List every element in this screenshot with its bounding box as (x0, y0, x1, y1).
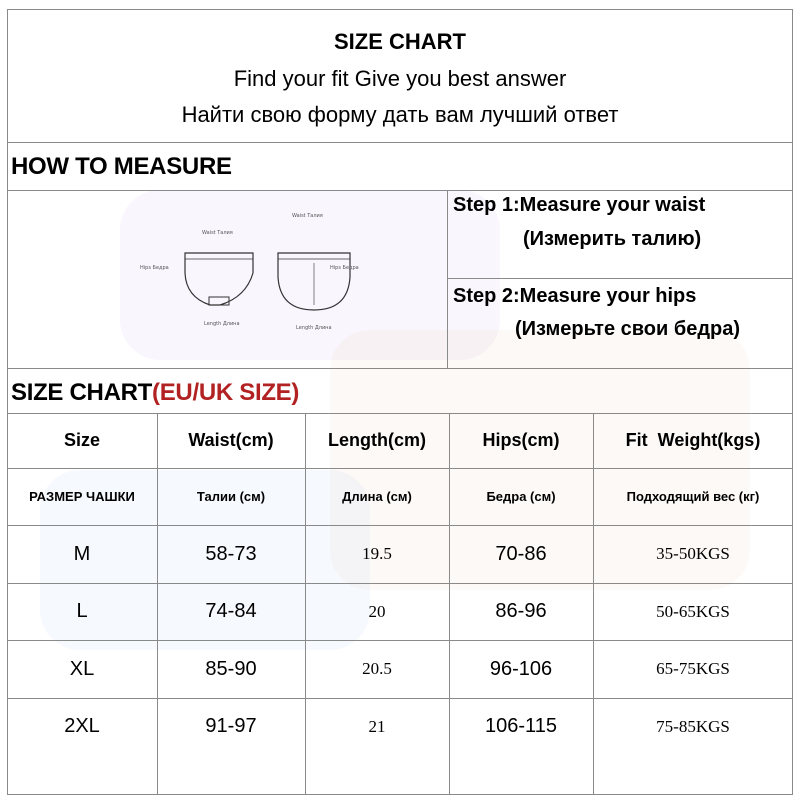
step-1-russian: (Измерить талию) (523, 228, 702, 250)
length-label-front: Length Длина (204, 321, 240, 327)
subtitle-russian: Найти свою форму дать вам лучший ответ (181, 102, 619, 127)
length-cell: 20 (368, 601, 386, 621)
weight-cell: 35-50KGS (656, 544, 730, 563)
hips-label-front: Hips Бедра (140, 265, 169, 271)
hips-cell: 86-96 (495, 600, 547, 622)
subtitle-english: Find your fit Give you best answer (233, 66, 567, 91)
column-header-weight-ru: Подходящий вес (кг) (626, 489, 760, 504)
waist-cell: 91-97 (205, 715, 257, 737)
column-header-waist-ru: Талии (см) (196, 489, 266, 504)
length-cell: 19.5 (362, 544, 392, 563)
weight-cell: 50-65KGS (656, 601, 730, 621)
column-header-weight: Fit Weight(kgs) (625, 430, 761, 450)
divider (447, 278, 793, 279)
waist-cell: 58-73 (205, 542, 257, 565)
waist-label-front: Waist Талия (202, 230, 233, 236)
hips-cell: 70-86 (495, 542, 547, 565)
waist-cell: 85-90 (205, 657, 257, 680)
size-cell: L (76, 600, 88, 622)
divider (447, 190, 448, 368)
length-cell: 20.5 (362, 659, 392, 678)
length-cell: 21 (368, 716, 386, 736)
divider (7, 142, 793, 143)
brief-front-icon (185, 253, 253, 305)
weight-cell: 75-85KGS (656, 716, 730, 736)
column-header-size-ru: РАЗМЕР ЧАШКИ (29, 489, 135, 504)
size-chart-title-main: SIZE CHART (11, 379, 153, 406)
column-header-length-ru: Длина (см) (342, 489, 412, 504)
how-to-measure-title: HOW TO MEASURE (11, 153, 232, 180)
column-header-size: Size (63, 430, 101, 450)
waist-cell: 74-84 (205, 600, 257, 622)
step-1-english: Step 1:Measure your waist (453, 194, 706, 216)
column-header-hips-ru: Бедра (см) (486, 489, 556, 504)
length-label-back: Length Длина (296, 325, 332, 331)
size-cell: M (73, 542, 91, 565)
page-title: SIZE CHART (334, 29, 466, 54)
column-header-hips: Hips(cm) (482, 430, 560, 450)
hips-cell: 96-106 (489, 657, 553, 680)
step-2-russian: (Измерьте свои бедра) (515, 318, 741, 340)
brief-back-icon (278, 253, 350, 310)
weight-cell: 65-75KGS (656, 659, 730, 678)
size-cell: XL (69, 657, 95, 680)
hips-label-back: Hips Бедра (330, 265, 359, 271)
divider (7, 190, 793, 191)
size-cell: 2XL (64, 715, 100, 737)
size-chart-title (11, 379, 299, 407)
divider (7, 368, 793, 369)
size-chart-title-accent: (EU/UK SIZE) (152, 379, 300, 406)
step-2-english: Step 2:Measure your hips (453, 285, 697, 307)
waist-label-back: Waist Талия (292, 213, 323, 219)
measure-diagram (120, 205, 380, 335)
hips-cell: 106-115 (485, 715, 557, 737)
column-header-waist: Waist(cm) (188, 430, 274, 450)
column-header-length: Length(cm) (328, 430, 426, 450)
